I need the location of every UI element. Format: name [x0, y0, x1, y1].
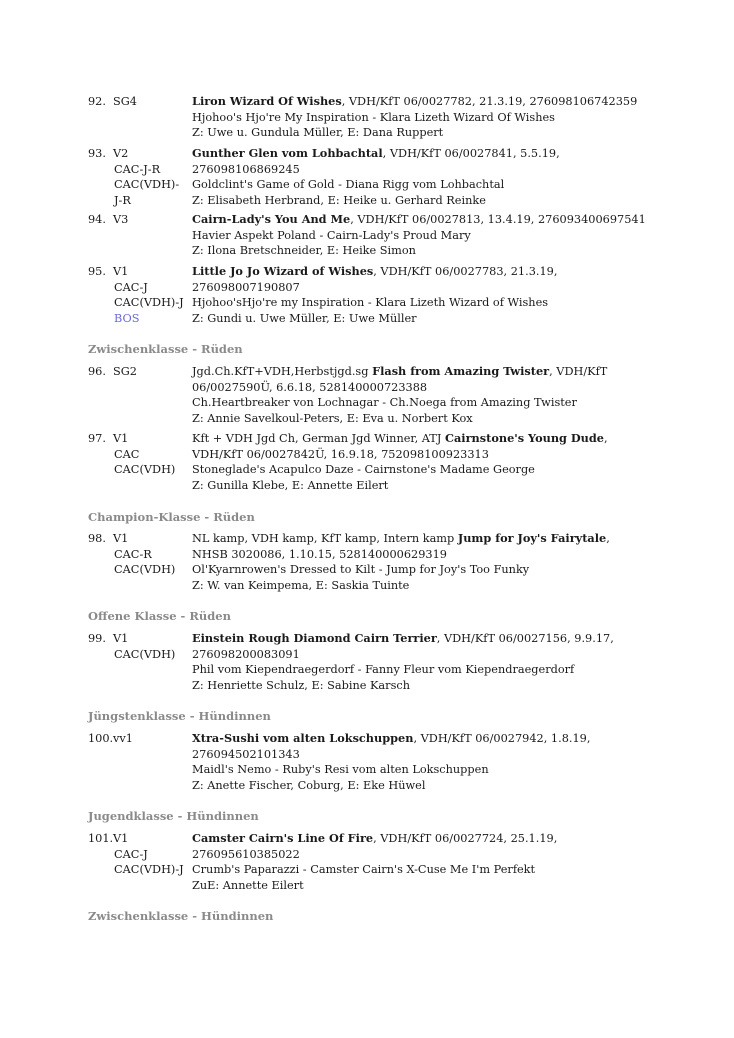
entry-label — [88, 731, 192, 747]
dog-name: Einstein Rough Diamond Cairn Terrier — [192, 631, 437, 645]
section-heading: Champion-Klasse - Rüden — [88, 510, 255, 524]
entry-award-bos: BOS — [114, 311, 140, 325]
dog-details: , VDH/KfT 06/0027813, 13.4.19, 276093400697541 — [350, 213, 646, 226]
entry-text — [192, 431, 648, 493]
entry-text — [192, 146, 648, 208]
entry-number: 95. — [88, 265, 106, 278]
entry-award: CAC(VDH)-J — [114, 863, 184, 877]
entry-grade: SG2 — [113, 365, 137, 378]
entry-label — [88, 146, 192, 208]
entry-number: 93. — [88, 147, 106, 160]
dog-name: Xtra-Sushi vom alten Lokschuppen — [192, 731, 414, 745]
entry-text — [192, 731, 648, 793]
entry-number: 92. — [88, 95, 106, 108]
dog-details: , VDH/KfT 06/0027841, 5.5.19, 276098106869245 — [192, 147, 560, 176]
entry-grade: V3 — [113, 213, 129, 226]
entry-award: CAC-J-R — [114, 162, 161, 176]
dog-details: , VDH/KfT 06/0027782, 21.3.19, 276098106742359 — [341, 95, 638, 108]
entry-titles: Jgd.Ch.KfT+VDH,Herbstjgd.sg — [192, 365, 373, 378]
dog-breeder-owner: Z: Gunilla Klebe, E: Annette Eilert — [192, 478, 389, 492]
dog-pedigree: Crumb's Paparazzi - Camster Cairn's X-Cuse Me I'm Perfekt — [192, 863, 536, 877]
entry-text — [192, 212, 648, 259]
dog-pedigree: Ol'Kyarnrowen's Dressed to Kilt - Jump for Joy's Too Funky — [192, 563, 530, 577]
section-heading: Jüngstenklasse - Hündinnen — [88, 709, 271, 723]
entry-titles: Kft + VDH Jgd Ch, German Jgd Winner, ATJ — [192, 432, 445, 445]
dog-pedigree: Goldclint's Game of Gold - Diana Rigg vom Lohbachtal — [192, 178, 505, 192]
entry-grade: SG4 — [113, 95, 137, 108]
entry-label — [88, 431, 192, 478]
dog-name: Camster Cairn's Line Of Fire — [192, 831, 374, 845]
entry-text — [192, 631, 648, 693]
dog-breeder-owner: Z: Anette Fischer, Coburg, E: Eke Hüwel — [192, 778, 426, 792]
entry-grade: V1 — [113, 632, 129, 645]
dog-name: Flash from Amazing Twister — [372, 364, 550, 378]
entry-number: 100. — [88, 732, 114, 745]
entry-award: J-R — [114, 193, 131, 207]
dog-breeder-owner: ZuE: Annette Eilert — [192, 878, 304, 892]
dog-pedigree: Hjohoo'sHjo're my Inspiration - Klara Lizeth Wizard of Wishes — [192, 296, 549, 310]
entry-grade: V1 — [113, 265, 129, 278]
entry-award: CAC-J — [114, 280, 148, 294]
entry-award: CAC(VDH) — [114, 563, 176, 577]
dog-details: , VDH/KfT 06/0027783, 21.3.19, 276098007190807 — [192, 265, 558, 294]
entry-award: CAC-R — [114, 547, 152, 561]
dog-details: , VDH/KfT 06/0027942, 1.8.19, 276094502101343 — [192, 732, 591, 761]
dog-breeder-owner: Z: Annie Savelkoul-Peters, E: Eva u. Norbert Kox — [192, 411, 473, 425]
dog-details: , VDH/KfT 06/0027842Ü, 16.9.18, 752098100923313 — [192, 432, 608, 461]
entry-number: 98. — [88, 532, 106, 545]
dog-breeder-owner: Z: Uwe u. Gundula Müller, E: Dana Ruppert — [192, 126, 444, 140]
entry-titles: NL kamp, VDH kamp, KfT kamp, Intern kamp — [192, 532, 458, 545]
dog-name: Jump for Joy's Fairytale — [457, 531, 607, 545]
section-heading: Jugendklasse - Hündinnen — [88, 809, 259, 823]
dog-breeder-owner: Z: W. van Keimpema, E: Saskia Tuinte — [192, 578, 410, 592]
entry-number: 94. — [88, 213, 106, 226]
dog-name: Cairnstone's Young Dude — [444, 431, 604, 445]
dog-breeder-owner: Z: Henriette Schulz, E: Sabine Karsch — [192, 678, 410, 692]
dog-pedigree: Havier Aspekt Poland - Cairn-Lady's Proud Mary — [192, 228, 471, 242]
entry-text — [192, 364, 648, 426]
entry-award: CAC(VDH)-J — [114, 296, 184, 310]
entry-award: CAC — [114, 447, 140, 461]
entry-award: CAC(VDH) — [114, 463, 176, 477]
entry-award: CAC(VDH)- — [114, 178, 180, 192]
dog-details: , NHSB 3020086, 1.10.15, 528140000629319 — [192, 532, 610, 561]
dog-pedigree: Hjohoo's Hjo're My Inspiration - Klara Lizeth Wizard Of Wishes — [192, 110, 555, 124]
section-heading: Offene Klasse - Rüden — [88, 609, 231, 623]
dog-breeder-owner: Z: Ilona Bretschneider, E: Heike Simon — [192, 244, 416, 258]
entry-number: 99. — [88, 632, 106, 645]
section-heading: Zwischenklasse - Rüden — [88, 342, 243, 356]
dog-details: , VDH/KfT 06/0027590Ü, 6.6.18, 528140000723388 — [192, 365, 608, 394]
dog-name: Gunther Glen vom Lohbachtal — [192, 146, 383, 160]
entry-text — [192, 531, 648, 593]
entry-label — [88, 531, 192, 578]
dog-pedigree: Stoneglade's Acapulco Daze - Cairnstone's Madame George — [192, 463, 535, 477]
dog-breeder-owner: Z: Gundi u. Uwe Müller, E: Uwe Müller — [192, 311, 417, 325]
entry-grade: V1 — [113, 432, 129, 445]
dog-details: , VDH/KfT 06/0027724, 25.1.19, 276095610385022 — [192, 832, 558, 861]
dog-name: Cairn-Lady's You And Me — [192, 212, 351, 226]
dog-breeder-owner: Z: Elisabeth Herbrand, E: Heike u. Gerhard Reinke — [192, 193, 486, 207]
dog-pedigree: Ch.Heartbreaker von Lochnagar - Ch.Noega from Amazing Twister — [192, 396, 577, 410]
entry-award: CAC(VDH) — [114, 647, 176, 661]
dog-pedigree: Phil vom Kiependraegerdorf - Fanny Fleur vom Kiependraegerdorf — [192, 663, 575, 677]
entry-grade: vv1 — [113, 732, 133, 745]
dog-pedigree: Maidl's Nemo - Ruby's Resi vom alten Lokschuppen — [192, 763, 489, 777]
entry-label — [88, 212, 192, 228]
entry-grade: V1 — [113, 532, 129, 545]
entry-number: 97. — [88, 432, 106, 445]
dog-name: Liron Wizard Of Wishes — [192, 94, 342, 108]
section-heading: Zwischenklasse - Hündinnen — [88, 909, 274, 923]
entry-label — [88, 831, 192, 878]
entry-text — [192, 264, 648, 326]
entry-award: CAC-J — [114, 847, 148, 861]
entry-text — [192, 94, 648, 141]
entry-grade: V2 — [113, 147, 129, 160]
entry-label — [88, 264, 192, 326]
entry-label — [88, 94, 192, 110]
entry-number: 101. — [88, 832, 114, 845]
entry-grade: V1 — [113, 832, 129, 845]
entry-number: 96. — [88, 365, 106, 378]
entry-label — [88, 364, 192, 380]
dog-name: Little Jo Jo Wizard of Wishes — [192, 264, 374, 278]
dog-details: , VDH/KfT 06/0027156, 9.9.17, 276098200083091 — [192, 632, 614, 661]
entry-label — [88, 631, 192, 662]
entry-text — [192, 831, 648, 893]
